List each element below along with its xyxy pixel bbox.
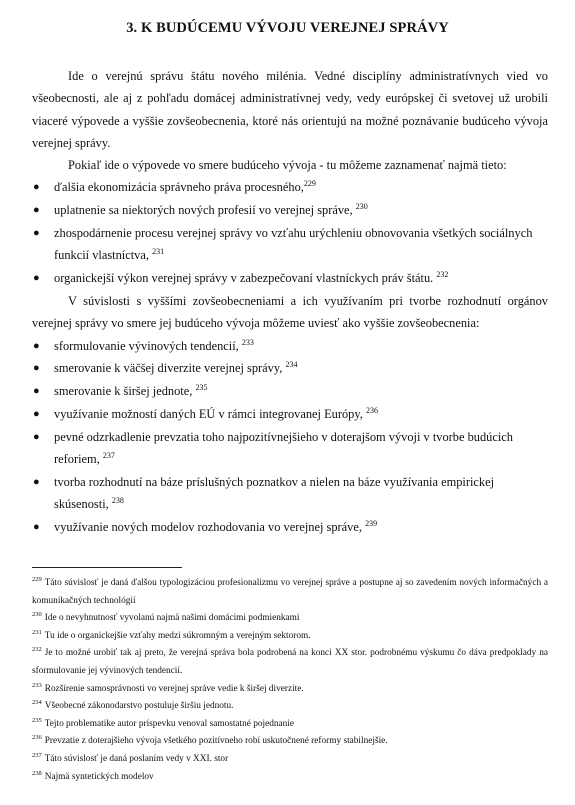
footnote: $^{230}$ Ide o nevyhnutnosť vyvolanú najmä našimi domácimi podmienkami: [32, 611, 300, 624]
bullet-icon: ●: [33, 227, 40, 240]
bullet-icon: ●: [33, 520, 40, 533]
future-development-list: [32, 176, 548, 289]
bullet-icon: ●: [33, 362, 40, 375]
list-item: ● ďalšia ekonomizácia správneho práva procesného,$^{229}$: [32, 176, 548, 198]
footnote-ref[interactable]: 235: [195, 383, 208, 393]
footnote-number: 231: [32, 628, 42, 636]
footnote-separator: [32, 567, 182, 568]
footnote-ref[interactable]: 232: [436, 270, 449, 280]
list-item: ● organickejší výkon verejnej správy v zabezpečovaní vlastníckych práv štátu. $^{232}$: [32, 267, 548, 289]
footnote-ref[interactable]: 234: [285, 360, 298, 370]
bullet-icon: ●: [33, 430, 40, 443]
intro-paragraph: Ide o verejnú správu štátu nového milénia. Vedné disciplíny administratívnych vied vo všeobecnosti, ale aj z pohľadu domácej administratívnej vedy, vedy európskej či svetovej už urobili viaceré výpovede a vyššie zovšeobecnenia, ktoré nás orientujú na možné poznávanie budúceho vývoja verejnej správy.: [32, 69, 548, 150]
list-item: ● využívanie možností daných EÚ v rámci integrovanej Európy, $^{236}$: [32, 403, 548, 425]
footnote: $^{229}$ Táto súvislosť je daná ďalšou typologizáciou profesionalizmu vo verejnej správe a postupne aj so zavedením nových informačných a komunikačných technológií: [32, 576, 548, 606]
footnote: $^{233}$ Rozšírenie samosprávnosti vo verejnej správe vedie k širšej diverzite.: [32, 681, 304, 694]
footnote-ref[interactable]: 231: [152, 247, 165, 257]
generalizations-list: [32, 335, 548, 539]
footnote-ref[interactable]: 238: [111, 496, 124, 506]
bullet-icon: ●: [33, 385, 40, 398]
footnote-number: 234: [32, 699, 42, 707]
statements-paragraph: Pokiaľ ide o výpovede vo smere budúceho vývoja - tu môžeme zaznamenať najmä tieto:: [68, 158, 507, 173]
footnote: $^{232}$ Je to možné urobiť tak aj preto, že verejná správa bola podrobená na konci XX stor. podrobnému výskumu čo dáva predpoklady na sformulovanie jej vývinových tendencií.: [32, 646, 548, 676]
chapter-title: 3. K BUDÚCEMU VÝVOJU VEREJNEJ SPRÁVY: [126, 20, 449, 36]
list-item: ● zhospodárnenie procesu verejnej správy vo vzťahu urýchleniu obnovovania všetkých sociálnych funkcií vlastníctva, $^{231}$: [32, 222, 548, 267]
footnote-number: 236: [32, 734, 42, 742]
bullet-icon: ●: [33, 204, 40, 217]
footnote-number: 233: [32, 681, 42, 689]
footnote-number: 235: [32, 716, 42, 724]
footnote-ref[interactable]: 229: [303, 179, 316, 189]
bullet-icon: ●: [33, 475, 40, 488]
list-item: ● pevné odzrkadlenie prevzatia toho najpozitívnejšieho v doterajšom vývoji v tvorbe budúcich reforiem, $^{237}$: [32, 426, 548, 471]
footnote: $^{234}$ Všeobecné zákonodarstvo postuluje širšiu jednotu.: [32, 699, 234, 712]
footnote-ref[interactable]: 233: [241, 337, 254, 347]
footnote-ref[interactable]: 236: [365, 405, 378, 415]
list-item: ● smerovanie k širšej jednote, $^{235}$: [32, 380, 548, 402]
list-item: ● smerovanie k väčšej diverzite verejnej správy, $^{234}$: [32, 357, 548, 379]
footnote-ref[interactable]: 230: [355, 202, 368, 212]
footnote: $^{231}$ Tu ide o organickejšie vzťahy medzi súkromným a verejným sektorom.: [32, 628, 311, 641]
footnote: $^{238}$ Najmä syntetických modelov: [32, 769, 154, 782]
footnote-number: 230: [32, 611, 42, 619]
bullet-icon: ●: [33, 272, 40, 285]
footnote-number: 232: [32, 646, 42, 654]
list-item: ● sformulovanie vývinových tendencií, $^{233}$: [32, 335, 548, 357]
bullet-icon: ●: [33, 407, 40, 420]
list-item: ● uplatnenie sa niektorých nových profesií vo verejnej správe, $^{230}$: [32, 199, 548, 221]
footnote: $^{237}$ Táto súvislosť je daná poslaním vedy v XXI. stor: [32, 751, 229, 764]
generalizations-paragraph: V súvislosti s vyššími zovšeobecneniami a ich využívaním pri tvorbe rozhodnutí orgánov verejnej správy vo smere jej budúceho vývoja môžeme uviesť ako vyššie zovšeobecnenia:: [32, 293, 548, 331]
footnote-number: 237: [32, 751, 42, 759]
list-item: ● tvorba rozhodnutí na báze príslušných poznatkov a nielen na báze využívania empirickej skúsenosti, $^{238}$: [32, 471, 548, 516]
footnote-ref[interactable]: 237: [102, 451, 115, 461]
footnote-ref[interactable]: 239: [365, 518, 378, 528]
footnote: $^{235}$ Tejto problematike autor príspevku venoval samostatné pojednanie: [32, 716, 295, 729]
bullet-icon: ●: [33, 339, 40, 352]
footnote-number: 229: [32, 576, 42, 583]
document-body: [32, 65, 548, 539]
footnote: $^{236}$ Prevzatie z doterajšieho vývoja všetkého pozitívneho robí uskutočnené reformy stabilnejšie.: [32, 734, 388, 747]
footnote-number: 238: [32, 769, 42, 777]
bullet-icon: ●: [33, 181, 40, 194]
footnotes: [32, 575, 548, 786]
list-item: ● využívanie nových modelov rozhodovania vo verejnej správe, $^{239}$: [32, 516, 548, 538]
